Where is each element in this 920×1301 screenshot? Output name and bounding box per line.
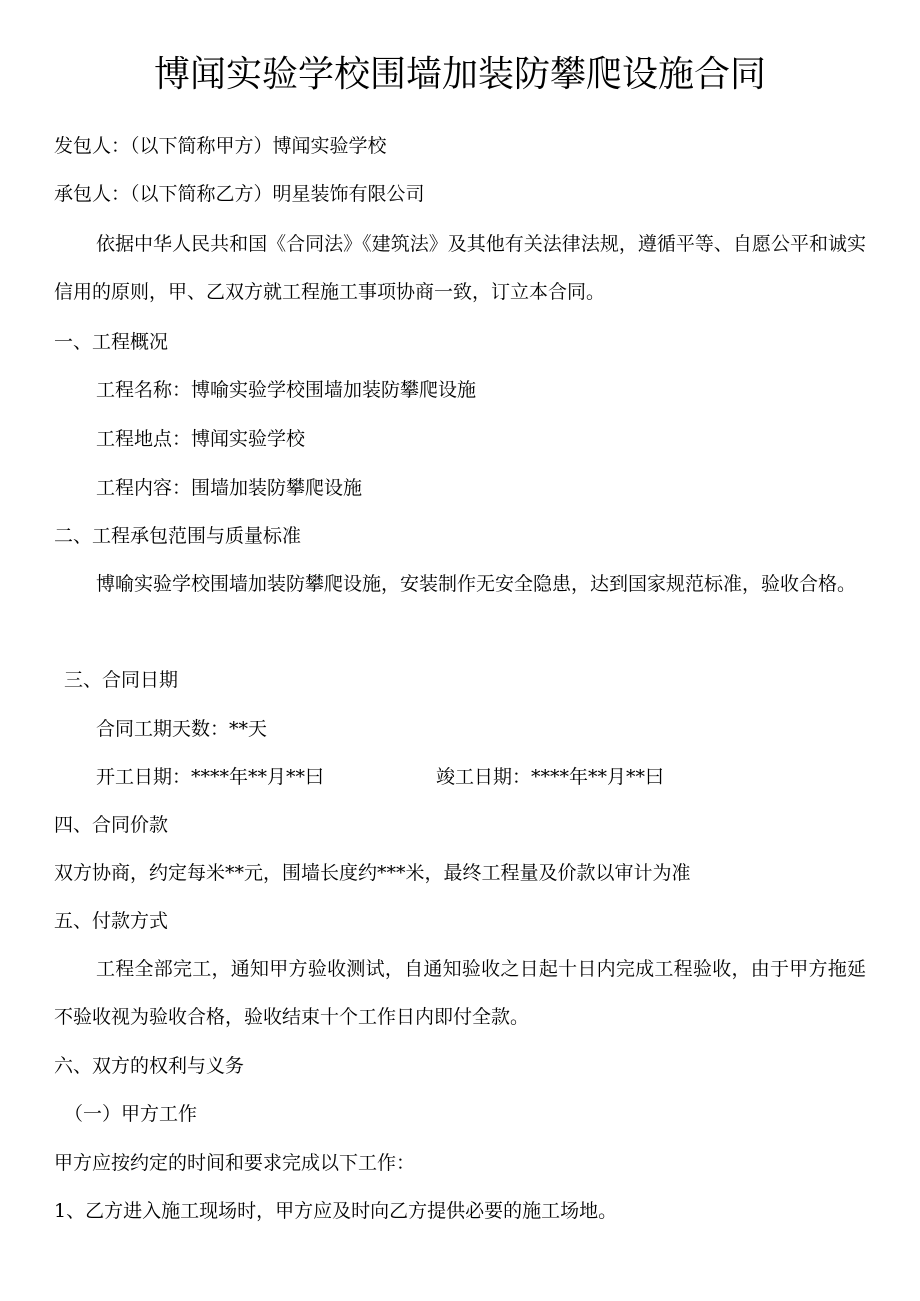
section-2-heading: 二、工程承包范围与质量标准 xyxy=(54,525,302,547)
end-date-line: 竣工日期：****年**月**曰 xyxy=(436,766,665,788)
subsection-party-a-heading: （一）甲方工作 xyxy=(64,1103,198,1125)
party-a-line: 发包人：（以下简称甲方）博闻实验学校 xyxy=(54,135,387,157)
section-5-heading: 五、付款方式 xyxy=(54,910,169,932)
contract-duration-line: 合同工期天数：**天 xyxy=(96,718,268,740)
project-content-line: 工程内容：围墙加装防攀爬设施 xyxy=(96,477,363,499)
project-location-line: 工程地点：博闻实验学校 xyxy=(96,428,306,450)
section-2-body: 博喻实验学校围墙加装防攀爬设施，安装制作无安全隐患，达到国家规范标准，验收合格。 xyxy=(96,573,857,595)
party-a-duties-intro: 甲方应按约定的时间和要求完成以下工作： xyxy=(54,1152,416,1174)
project-name-line: 工程名称：博喻实验学校围墙加装防攀爬设施 xyxy=(96,379,477,401)
section-6-heading: 六、双方的权利与义务 xyxy=(54,1055,245,1077)
section-1-heading: 一、工程概况 xyxy=(54,331,169,353)
preamble-paragraph: 依据中华人民共和国《合同法》《建筑法》及其他有关法律法规，遵循平等、自愿公平和诚实信用的原则，甲、乙双方就工程施工事项协商一致，订立本合同。 xyxy=(54,233,866,303)
start-date-line: 开工日期：****年**月**曰 xyxy=(96,766,325,788)
party-a-duty-item-1: 1、乙方进入施工现场时，甲方应及时向乙方提供必要的施工场地。 xyxy=(54,1200,618,1222)
document-title: 博闻实验学校围墙加装防攀爬设施合同 xyxy=(153,54,766,95)
section-3-heading: 三、合同日期 xyxy=(64,669,179,691)
section-4-heading: 四、合同价款 xyxy=(54,814,169,836)
section-4-body: 双方协商，约定每米**元，围墙长度约***米，最终工程量及价款以审计为准 xyxy=(54,862,691,884)
section-5-body: 工程全部完工，通知甲方验收测试，自通知验收之日起十日内完成工程验收，由于甲方拖延不验收视为验收合格，验收结束十个工作日内即付全款。 xyxy=(54,958,866,1028)
party-b-line: 承包人：（以下简称乙方）明星装饰有限公司 xyxy=(54,183,425,205)
